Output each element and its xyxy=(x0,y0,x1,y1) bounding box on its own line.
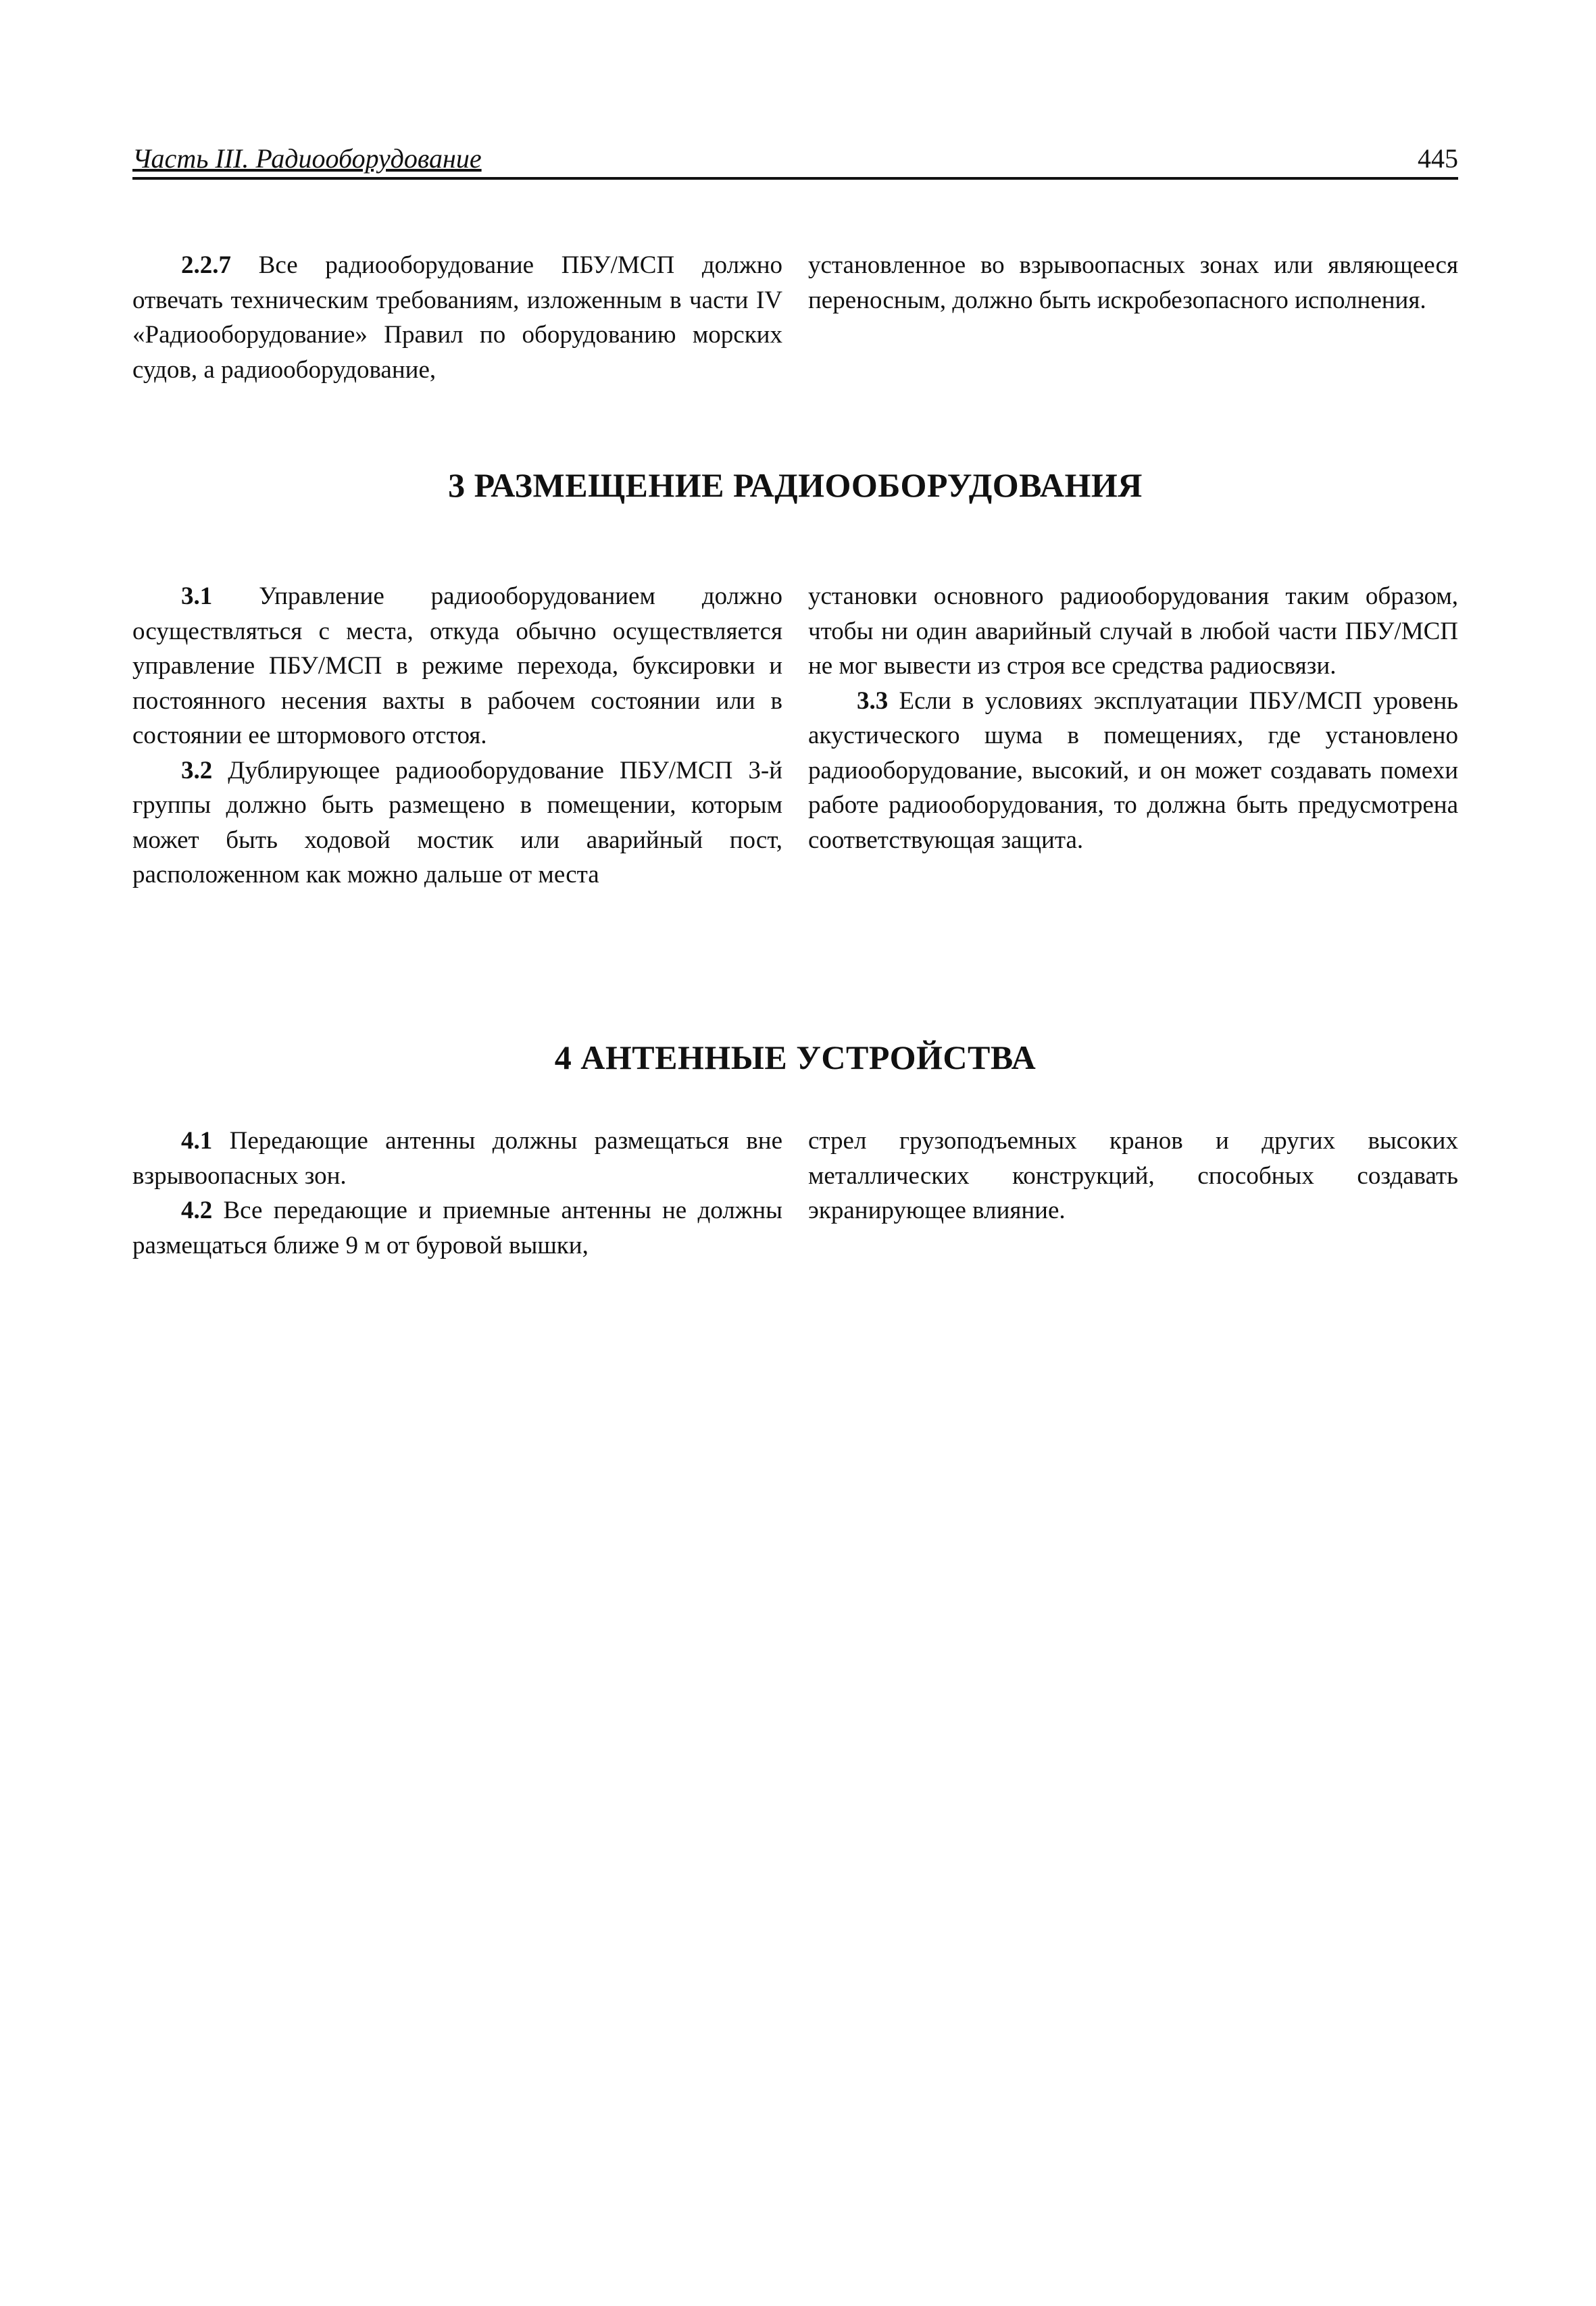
right-column xyxy=(808,248,1458,387)
clause-text: Управление радиооборудованием должно осуществляться с места, откуда обычно осуществляется управление ПБУ/МСП в режиме перехода, буксировки и постоянного несения вахты в рабочем состоянии или в состоянии ее штормового отстоя. xyxy=(132,582,782,749)
clause-text: Если в условиях эксплуатации ПБУ/МСП уровень акустического шума в помещениях, где установлено радиооборудование, высокий, и он может создавать помехи работе радиооборудования, то должна быть предусмотрена соответствующая защита. xyxy=(808,686,1458,854)
paragraph-block-section-3 xyxy=(132,579,1458,893)
page-number: 445 xyxy=(1418,143,1458,174)
paragraph xyxy=(132,1124,782,1193)
left-column xyxy=(132,579,782,893)
paragraph-continuation xyxy=(808,579,1458,684)
paragraph-continuation xyxy=(808,248,1458,318)
clause-number: 3.2 xyxy=(181,756,213,784)
paragraph xyxy=(132,1193,782,1263)
clause-number: 4.1 xyxy=(181,1127,213,1155)
left-column xyxy=(132,248,782,387)
clause-text: установки основного радиооборудования таким образом, чтобы ни один аварийный случай в любой части ПБУ/МСП не мог вывести из строя все средства радиосвязи. xyxy=(808,582,1458,680)
clause-number: 3.1 xyxy=(181,582,213,610)
clause-number: 2.2.7 xyxy=(181,251,231,279)
clause-text: стрел грузоподъемных кранов и других высоких металлических конструкций, способных создавать экранирующее влияние. xyxy=(808,1127,1458,1224)
paragraph xyxy=(132,753,782,893)
right-column xyxy=(808,579,1458,893)
paragraph-block-section-4 xyxy=(132,1124,1458,1263)
running-header xyxy=(132,139,1458,180)
clause-number: 3.3 xyxy=(857,686,889,715)
section-heading-3: 3 РАЗМЕЩЕНИЕ РАДИООБОРУДОВАНИЯ xyxy=(448,466,1143,504)
paragraph-continuation xyxy=(808,1124,1458,1228)
section-heading-4: 4 АНТЕННЫЕ УСТРОЙСТВА xyxy=(554,1038,1037,1076)
right-column xyxy=(808,1124,1458,1263)
clause-text: Все передающие и приемные антенны не должны размещаться ближе 9 м от буровой вышки, xyxy=(132,1197,782,1259)
clause-text: Все радиооборудование ПБУ/МСП должно отвечать техническим требованиям, изложенным в части IV «Радиооборудование» Правил по оборудованию морских судов, а радиооборудование, xyxy=(132,251,782,384)
paragraph xyxy=(808,684,1458,858)
clause-text: Передающие антенны должны размещаться вне взрывоопасных зон. xyxy=(132,1127,782,1190)
paragraph xyxy=(132,248,782,387)
clause-text: Дублирующее радиооборудование ПБУ/МСП 3-й группы должно быть размещено в помещении, которым может быть ходовой мостик или аварийный пост, расположенном как можно дальше от места xyxy=(132,756,782,888)
part-title: Часть III. Радиооборудование xyxy=(132,143,482,174)
paragraph-block-2-2-7 xyxy=(132,248,1458,387)
clause-text: установленное во взрывоопасных зонах или являющееся переносным, должно быть искробезопасного исполнения. xyxy=(808,251,1458,314)
left-column xyxy=(132,1124,782,1263)
paragraph xyxy=(132,579,782,753)
clause-number: 4.2 xyxy=(181,1197,213,1224)
